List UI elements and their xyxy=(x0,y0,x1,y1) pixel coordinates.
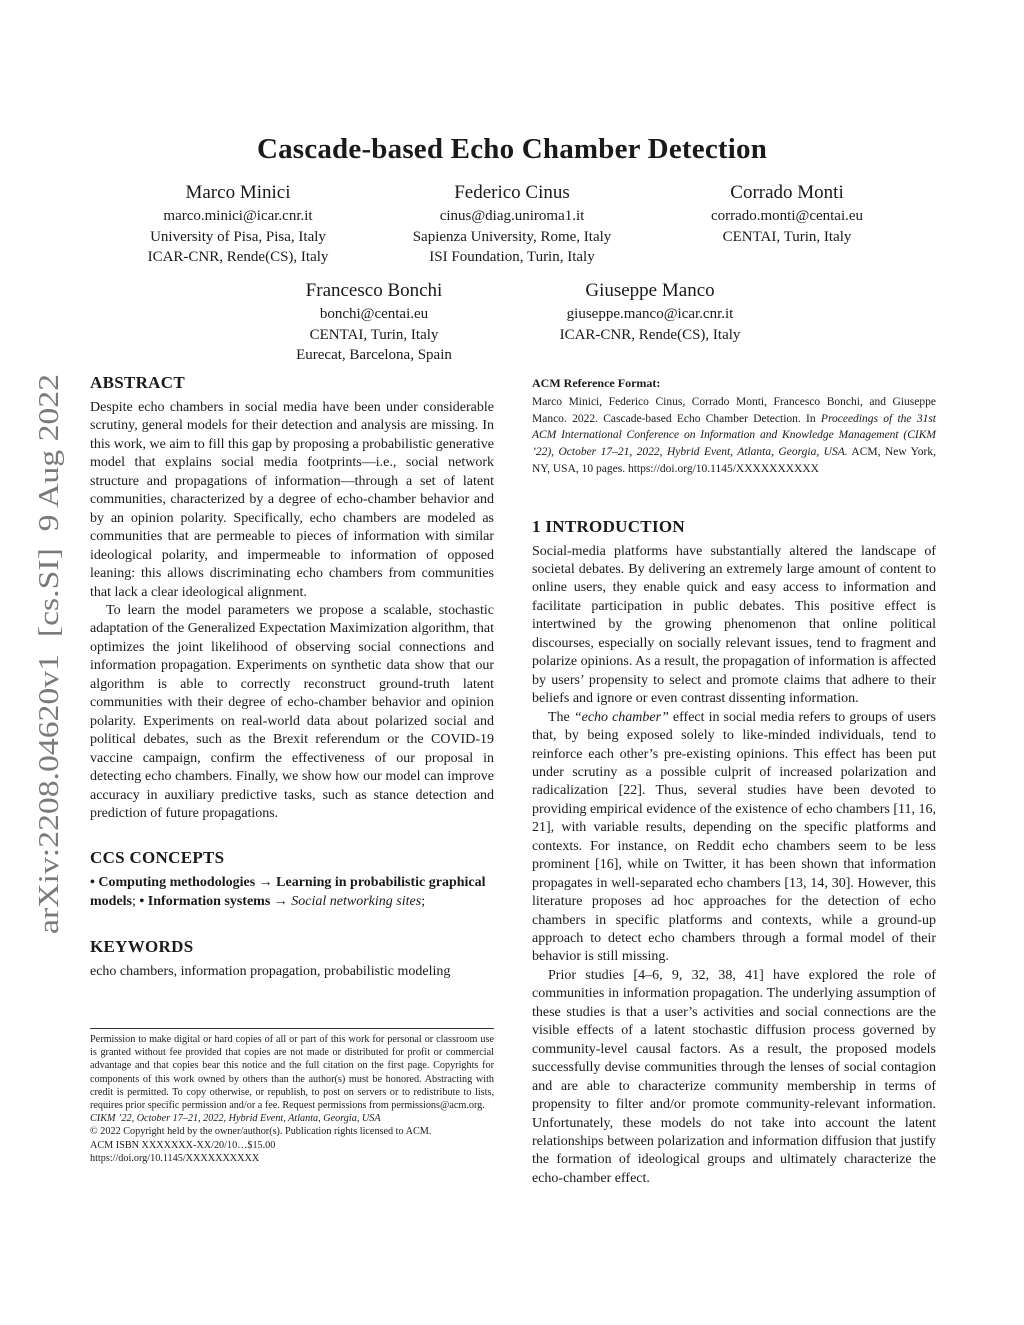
author-name: Corrado Monti xyxy=(730,182,844,203)
acm-reference-venue: Proceedings of the 31st ACM International Conference on Information and Knowledge Management (CIKM ’22), October 17–21, 2022, Hybrid Event, Atlanta, Georgia, USA. xyxy=(532,412,936,459)
author-name: Francesco Bonchi xyxy=(305,280,443,301)
permission-text: Permission to make digital or hard copies of all or part of this work for personal or classroom use is granted without fee provided that copies are not made or distributed for profit or commercial advantage and that copies bear this notice and the full citation on the first page. Copyrights for components of this work owned by others than the author(s) must be honored. Abstracting with credit is permitted. To copy otherwise, or republish, to post on servers or to redistribute to lists, requires prior specific permission and/or a fee. Request permissions from permissions@acm.org. xyxy=(90,1034,494,1112)
author-email: corrado.monti@centai.eu xyxy=(710,208,864,224)
arxiv-stamp-text: arXiv:2208.04620v1 [cs.SI] 9 Aug 2022 xyxy=(34,468,65,934)
intro-text: The xyxy=(548,709,574,725)
conference-line: CIKM ’22, October 17–21, 2022, Hybrid Event, Atlanta, Georgia, USA xyxy=(90,1113,381,1125)
acm-reference-part: Marco Minici, Federico Cinus, Corrado Monti, Francesco Bonchi, and Giuseppe Manco. 2022. Cascade-based Echo Chamber Detection. In xyxy=(532,396,936,425)
author-affiliation: ICAR-CNR, Rende(CS), Italy xyxy=(147,249,329,265)
left-column xyxy=(90,373,494,982)
intro-paragraph xyxy=(532,709,936,967)
ccs-separator: ; xyxy=(132,893,136,909)
copyright-line: © 2022 Copyright held by the owner/author(s). Publication rights licensed to ACM. xyxy=(90,1126,432,1138)
author-name: Giuseppe Manco xyxy=(585,280,715,301)
author-affiliation: CENTAI, Turin, Italy xyxy=(309,326,439,343)
ccs-arrow: → xyxy=(273,893,288,909)
abstract-body xyxy=(90,399,494,823)
introduction-body xyxy=(532,543,936,1189)
author-block-minici xyxy=(110,181,366,268)
ccs-arrow: → xyxy=(258,875,273,891)
author-block-manco xyxy=(522,279,778,345)
author-email: giuseppe.manco@icar.cnr.it xyxy=(566,306,734,322)
author-affiliation: ICAR-CNR, Rende(CS), Italy xyxy=(559,326,741,343)
abstract-paragraph: To learn the model parameters we propose a scalable, stochastic adaptation of the Generalized Expectation Maximization algorithm, that optimizes the joint likelihood of observing social connections and information propagation. Experiments on synthetic data show that our algorithm is able to correctly reconstruct ground-truth latent communities with their degree of echo-chamber behavior and opinion polarity. Experiments on real-world data about polarized social and political debates, such as the Brexit referendum or the COVID-19 vaccine campaign, confirm the effectiveness of our proposal in detecting echo chambers. Finally, we show how our model can improve accuracy in auxiliary predictive tasks, such as stance detection and prediction of future propagations. xyxy=(90,602,494,821)
author-email: marco.minici@icar.cnr.it xyxy=(163,208,313,224)
ccs-concepts xyxy=(90,874,494,911)
author-affiliation: University of Pisa, Pisa, Italy xyxy=(150,228,326,245)
author-affiliation: Eurecat, Barcelona, Spain xyxy=(296,347,452,363)
keywords-text: echo chambers, information propagation, probabilistic modeling xyxy=(90,964,451,980)
abstract-paragraph: Despite echo chambers in social media have been under considerable scrutiny, general models for their detection and analysis are missing. In this work, we aim to fill this gap by proposing a probabilistic generative model that explains social media footprints—i.e., social network structure and propagations of information—through a set of latent communities, characterized by a degree of echo-chamber behavior and by an opinion polarity. Specifically, echo chambers are modeled as communities that are permeable to pieces of information with similar ideological polarity, and impermeable to information of opposed leaning: this allows discriminating echo chambers from communities that lack a clear ideological alignment. xyxy=(90,400,494,600)
intro-paragraph: Social-media platforms have substantially altered the landscape of societal debates. By delivering an extremely large amount of content to online users, they enable quick and easy access to information and facilitate participation in public debates. This positive effect is intertwined by the growing phenomenon that online political discourses, especially on socially relevant issues, tend to fragment and polarize opinions. As a result, the propagation of information is affected by users’ propensity to select and promote claims that adhere to their beliefs and ignore or even contrast dissenting information. xyxy=(532,543,936,707)
introduction-heading: 1 INTRODUCTION xyxy=(532,516,685,536)
paper-title: Cascade-based Echo Chamber Detection xyxy=(256,133,768,165)
isbn-line: ACM ISBN XXXXXXX-XX/20/10…$15.00 xyxy=(90,1139,276,1151)
ccs-term: Social networking sites xyxy=(291,893,422,909)
author-email: bonchi@centai.eu xyxy=(319,306,429,322)
acm-reference-part: ACM, New York, NY, USA, 10 pages. https://doi.org/10.1145/XXXXXXXXXX xyxy=(532,446,936,475)
author-name: Federico Cinus xyxy=(454,182,570,203)
keywords-heading: KEYWORDS xyxy=(90,937,194,957)
ccs-heading: CCS CONCEPTS xyxy=(90,848,225,868)
acm-reference-text xyxy=(532,394,936,478)
intro-paragraph: Prior studies [4–6, 9, 32, 38, 41] have explored the role of communities in information propagation. The underlying assumption of these studies is that a user’s activities and social connections are the visible effects of a latent stochastic diffusion process governed by community-level causal factors. As a result, the proposed models successfully devise communities through the lenses of social contagion and are able to characterize community membership in terms of propensity to filter and/or promote community-relevant information. Unfortunately, these models do not take into account the latent relationships between polarization and information diffusion that justify the formation of ideological groups and ultimately characterize the echo-chamber effect. xyxy=(532,967,936,1186)
author-affiliation: ISI Foundation, Turin, Italy xyxy=(429,249,595,265)
ccs-separator: ; xyxy=(421,893,426,909)
permission-footnote xyxy=(90,1033,494,1165)
author-block-bonchi xyxy=(246,279,502,366)
author-block-cinus xyxy=(384,181,640,268)
doi-line: https://doi.org/10.1145/XXXXXXXXXX xyxy=(90,1152,260,1164)
intro-emphasis: “echo chamber” xyxy=(573,709,669,725)
ccs-term: • Information systems xyxy=(139,893,271,909)
author-block-monti xyxy=(659,181,915,247)
author-name: Marco Minici xyxy=(185,182,291,203)
acm-reference-heading: ACM Reference Format: xyxy=(532,376,661,390)
ccs-term: Learning in probabilistic graphical models xyxy=(90,875,486,909)
footnote-rule xyxy=(90,1028,494,1029)
author-email: cinus@diag.uniroma1.it xyxy=(439,208,585,224)
intro-text: effect in social media refers to groups of users that, by being exposed solely to like-minded individuals, tend to reinforce each other’s pre-existing opinions. This effect has been put under scrutiny as a possible culprit of increased polarization and radicalization [22]. Thus, several studies have been devoted to providing empirical evidence of the existence of echo chambers [11, 16, 21], with variable results, depending on the specific platforms and contexts. For instance, on Reddit echo chambers seem to be less prominent [16], while on Twitter, it has been shown that information propagates in well-separated echo chambers [13, 14, 30]. However, this literature proposes ad hoc approaches for the detection of echo chambers in specific platforms and contexts, while a ground-up approach to detect echo chambers through a formal model of their behavior is still missing. xyxy=(532,709,936,965)
abstract-heading: ABSTRACT xyxy=(90,373,185,392)
author-affiliation: Sapienza University, Rome, Italy xyxy=(412,228,612,245)
ccs-term: • Computing methodologies xyxy=(90,875,256,891)
author-affiliation: CENTAI, Turin, Italy xyxy=(722,228,852,245)
arxiv-stamp xyxy=(26,372,66,934)
right-column xyxy=(532,376,936,1188)
